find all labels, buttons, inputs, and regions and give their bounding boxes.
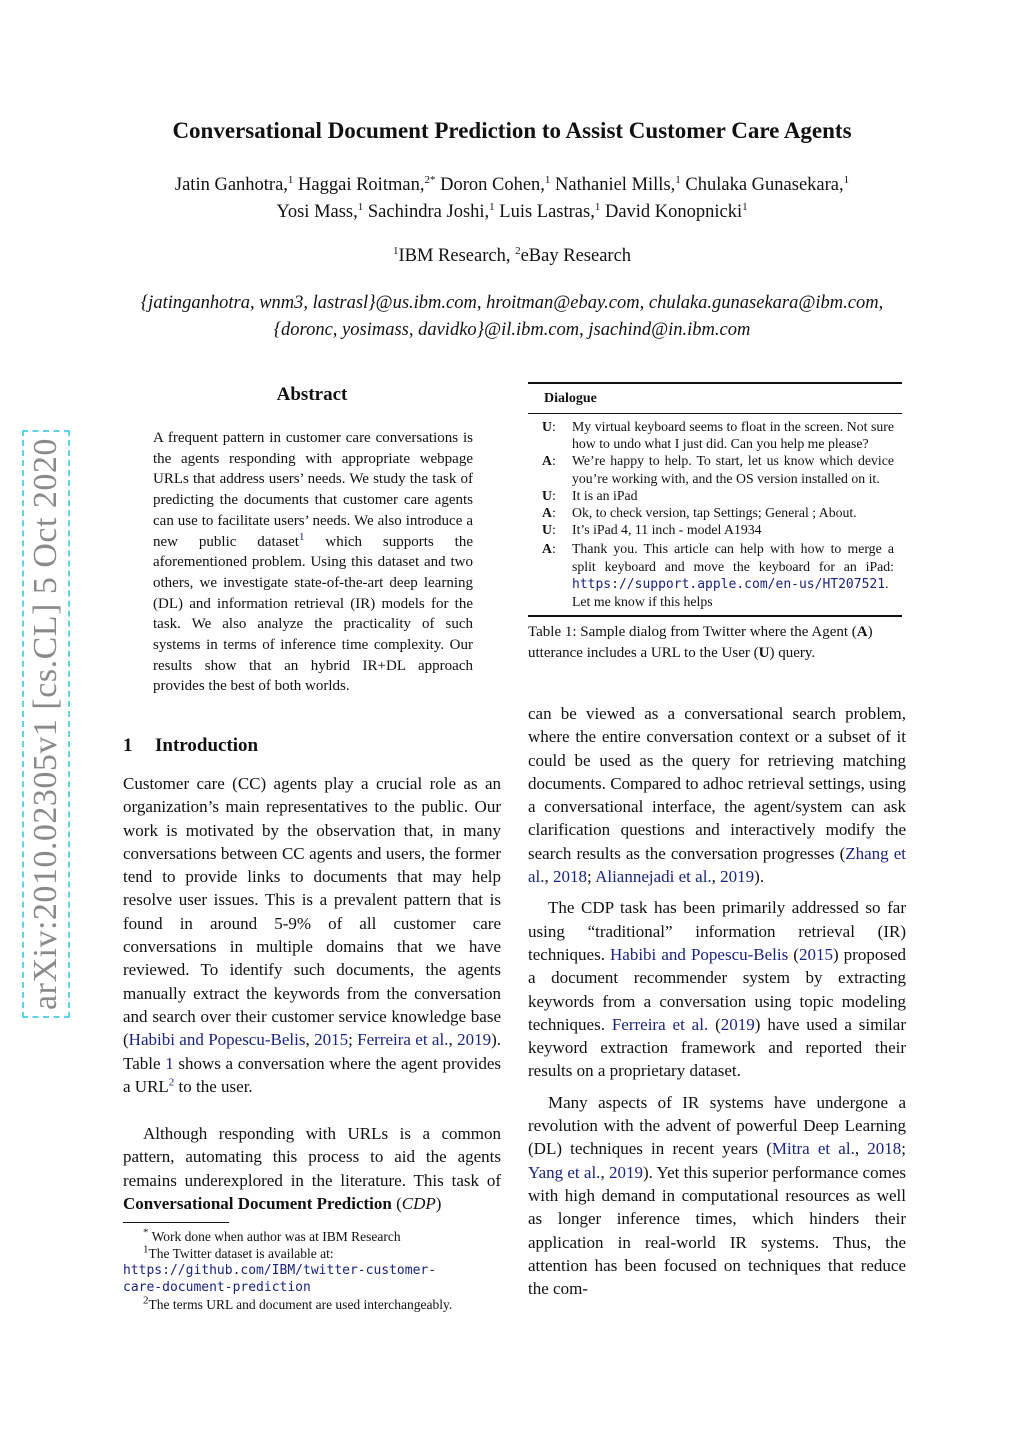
- citation-habibi-year[interactable]: 2015: [314, 1030, 349, 1050]
- body-text: Many aspects of IR systems have undergone a revolution with the advent of powerful Deep Learning (DL) techniques in recent years (: [528, 1092, 906, 1159]
- citation-habibi-year[interactable]: 2015: [798, 944, 833, 964]
- dataset-url-line-1[interactable]: https://github.com/IBM/twitter-customer-: [123, 1263, 437, 1278]
- turn-utterance: Ok, to check version, tap Settings; General ; About.: [572, 505, 857, 521]
- intro-paragraph-2: [123, 1122, 501, 1215]
- dialogue-turn: [542, 540, 894, 610]
- dialogue-table: [528, 382, 902, 663]
- author-name: Chulaka Gunasekara,: [680, 175, 844, 195]
- author-name: Doron Cohen,: [435, 175, 545, 195]
- right-column: [528, 702, 906, 1300]
- author-affil-mark: 1: [544, 173, 551, 186]
- table-ref-link[interactable]: 1: [165, 1053, 174, 1073]
- email-line-2: {doronc, yosimass, davidko}@il.ibm.com, jsachind@in.ibm.com: [273, 320, 751, 340]
- dialogue-last-turn: [528, 540, 902, 612]
- email-line-1: {jatinganhotra, wnm3, lastrasl}@us.ibm.com, hroitman@ebay.com, chulaka.gunasekara@ibm.com,: [140, 293, 884, 313]
- footnote-star: [123, 1228, 501, 1245]
- author-name: Luis Lastras,: [494, 202, 595, 222]
- intro-text: ): [435, 1193, 442, 1213]
- author-list: [0, 172, 1024, 226]
- table-bottom-rule: [528, 615, 902, 617]
- citation-ferreira-year[interactable]: 2019: [457, 1030, 492, 1050]
- author-affil-mark: 1: [594, 200, 601, 213]
- citation-sep: ,: [711, 867, 721, 887]
- speaker-label: A: [542, 505, 552, 521]
- arxiv-identifier: arXiv:2010.02305v1 [cs.CL] 5 Oct 2020: [27, 438, 64, 1010]
- footnote-1-text: The Twitter dataset is available at:: [148, 1246, 334, 1261]
- body-text: ) proposed a document recommender system by extracting keywords from a conversation using topic modeling techniques.: [528, 944, 906, 1034]
- citation-sep: ,: [854, 1139, 868, 1159]
- footnote-1: [123, 1245, 501, 1262]
- author-affil-mark: 1: [675, 173, 681, 186]
- paper-title: Conversational Document Prediction to Assist Customer Care Agents: [172, 118, 852, 143]
- affiliations: [0, 246, 1024, 267]
- intro-text: ). Table: [123, 1030, 501, 1073]
- citation-sep: ,: [600, 1162, 609, 1182]
- intro-paragraph-1: [123, 772, 501, 1098]
- footnote-2-mark: 2: [143, 1294, 149, 1307]
- author-name: Haggai Roitman,: [293, 175, 425, 195]
- citation-yang-year[interactable]: 2019: [608, 1162, 643, 1182]
- citation-habibi[interactable]: Habibi and Popescu-Belis: [610, 944, 789, 964]
- body-text: ).: [754, 867, 765, 887]
- dialogue-turn: [542, 521, 894, 538]
- speaker-label: A: [542, 541, 552, 557]
- citation-aliannejadi[interactable]: Aliannejadi et al.: [595, 867, 712, 887]
- dataset-url-line-2[interactable]: care-document-prediction: [123, 1280, 311, 1295]
- citation-aliannejadi-year[interactable]: 2019: [720, 867, 755, 887]
- turn-utterance: My virtual keyboard seems to float in the screen. Not sure how to undo what I just did. Can you help me please?: [572, 419, 894, 452]
- citation-yang[interactable]: Yang et al.: [528, 1162, 601, 1182]
- footnote-1-mark: 1: [143, 1243, 149, 1256]
- footnote-2: [123, 1296, 501, 1313]
- author-name: Sachindra Joshi,: [363, 202, 490, 222]
- right-paragraph-1: [528, 702, 906, 888]
- citation-sep: (: [708, 1014, 721, 1034]
- turn-speaker: U:: [542, 487, 556, 503]
- task-name: Conversational Document Prediction: [123, 1193, 392, 1213]
- turn-utterance: We’re happy to help. To start, let us know which device you’re working with, and the OS version installed on it.: [572, 453, 894, 486]
- citation-ferreira-year[interactable]: 2019: [720, 1014, 755, 1034]
- author-name: Yosi Mass,: [276, 202, 358, 222]
- citation-mitra[interactable]: Mitra et al.: [771, 1139, 855, 1159]
- dialogue-turn: [542, 418, 894, 452]
- footnotes: [123, 1228, 501, 1313]
- abstract-body: [153, 428, 473, 697]
- footnote-star-text: Work done when author was at IBM Research: [148, 1229, 401, 1244]
- author-line-1: [0, 172, 1024, 199]
- citation-sep: ,: [305, 1030, 315, 1050]
- footnote-ref-2[interactable]: 2: [168, 1076, 175, 1089]
- turn-utterance: It’s iPad 4, 11 inch - model A1934: [572, 522, 762, 538]
- citation-sep: ;: [901, 1139, 906, 1159]
- turn-speaker: A:: [542, 505, 556, 521]
- author-name: Jatin Ganhotra,: [174, 175, 288, 195]
- citation-sep: ,: [544, 867, 554, 887]
- dialogue-turn: [542, 504, 894, 521]
- caption-text: ) utterance includes a URL to the User (: [528, 624, 873, 661]
- author-name: David Konopnicki: [600, 202, 743, 222]
- caption-user: U: [758, 644, 770, 661]
- body-text: The CDP task has been primarily addressed so far using “traditional” information retrieval (IR) techniques.: [528, 898, 906, 964]
- turn-utterance: It is an iPad: [572, 487, 638, 503]
- author-affil-mark: 1: [742, 200, 748, 213]
- intro-text: (: [391, 1193, 402, 1213]
- dialogue-turns: [528, 414, 902, 540]
- right-paragraph-3: [528, 1091, 906, 1301]
- citation-habibi[interactable]: Habibi and Popescu-Belis: [128, 1030, 306, 1050]
- citation-sep: ;: [348, 1030, 358, 1050]
- body-text: ) have used a similar keyword extraction framework and reported their results on a proprietary dataset.: [528, 1014, 906, 1081]
- utterance-text: . Let me know if this helps: [572, 575, 889, 610]
- citation-zhang[interactable]: Zhang et al.: [528, 843, 906, 887]
- task-acronym: CDP: [401, 1193, 436, 1213]
- affil-ebay: eBay Research: [520, 246, 632, 266]
- intro-text: to the user.: [174, 1076, 253, 1096]
- body-text: can be viewed as a conversational search problem, where the entire conversation context or a subset of it could be used as the query for retrieving matching documents. Compared to adhoc retrieval settings, using a conversational interface, the agent/system can ask clarification questions and interactively modify the search results as the conversation progresses (: [528, 704, 906, 863]
- body-text: ). Yet this superior performance comes with high demand in computational resources as well as longer inference times, which hinders their application in real-world IR systems. Thus, the attention has been focused on techniques that reduce the com-: [528, 1162, 906, 1299]
- dialogue-turn: [542, 452, 894, 486]
- footnote-divider: [123, 1222, 229, 1223]
- turn-utterance: [572, 540, 894, 610]
- turn-speaker: U:: [542, 419, 556, 434]
- table-caption: [528, 622, 902, 663]
- abstract-text-2: which supports the aforementioned problem. Using this dataset and two others, we investigate state-of-the-art deep learning (DL) and information retrieval (IR) models for the task. We also analyze the practicality of such systems in terms of inference time complexity. Our results show that an hybrid IR+DL approach provides the best of both worlds.: [153, 533, 473, 695]
- caption-text: Table 1: Sample dialog from Twitter where the Agent (: [528, 624, 857, 641]
- speaker-label: U: [542, 522, 552, 538]
- intro-text: Although responding with URLs is a common pattern, automating this process to aid the agents remains underexplored in the literature. This task of: [123, 1124, 501, 1190]
- turn-speaker: A:: [542, 541, 556, 557]
- support-url-link[interactable]: https://support.apple.com/en-us/HT207521: [572, 576, 886, 592]
- citation-ferreira[interactable]: Ferreira et al.: [611, 1014, 709, 1034]
- author-affil-mark: 1: [287, 173, 294, 186]
- author-affil-mark: 1: [843, 173, 850, 186]
- author-line-2: [0, 199, 1024, 226]
- author-affil-mark: 2*: [424, 173, 436, 186]
- citation-ferreira[interactable]: Ferreira et al.: [357, 1030, 449, 1050]
- author-affil-mark: 1: [357, 200, 364, 213]
- intro-text: Customer care (CC) agents play a crucial role as an organization’s main representatives to the public. Our work is motivated by the observation that, in many conversations between CC agents and users, the former tend to provide links to documents that may help resolve user issues. This is a prevalent pattern that is found in around 5-9% of all customer care conversations in multiple domains that we have reviewed. To identify such documents, the agents manually extract the keywords from the conversation and search over their customer service knowledge base (: [123, 774, 501, 1050]
- section-title: Introduction: [155, 735, 259, 756]
- affil-mark-1: 1: [392, 244, 399, 257]
- footnote-ref-1[interactable]: 1: [298, 530, 305, 543]
- author-affil-mark: 1: [489, 200, 495, 213]
- speaker-label: A: [542, 453, 552, 469]
- turn-speaker: U:: [542, 522, 556, 538]
- intro-text: shows a conversation where the agent provides a URL: [123, 1053, 501, 1096]
- citation-sep: (: [788, 944, 799, 964]
- utterance-text: Thank you. This article can help with how to merge a split keyboard and move the keyboard for an iPad:: [572, 541, 894, 574]
- footnote-2-text: The terms URL and document are used interchangeably.: [148, 1297, 453, 1312]
- author-emails: [0, 290, 1024, 344]
- right-paragraph-2: [528, 896, 906, 1082]
- section-number: 1: [123, 735, 133, 756]
- abstract-text-1: A frequent pattern in customer care conversations is the agents responding with appropriate webpage URLs that address users’ needs. We study the task of predicting the documents that customer care agents can use to facilitate users’ needs. We also introduce a new public dataset: [153, 430, 473, 550]
- caption-agent: A: [856, 624, 868, 641]
- citation-sep: ,: [448, 1030, 458, 1050]
- table-header: Dialogue: [544, 391, 597, 406]
- affil-mark-2: 2: [515, 244, 521, 257]
- author-name: Nathaniel Mills,: [550, 175, 676, 195]
- turn-speaker: A:: [542, 453, 556, 469]
- dialogue-turn: [542, 487, 894, 504]
- citation-sep: ;: [587, 867, 596, 887]
- caption-text: ) query.: [769, 644, 816, 661]
- speaker-label: U: [542, 487, 552, 503]
- speaker-label: U: [542, 419, 552, 434]
- citation-zhang-year[interactable]: 2018: [553, 867, 588, 887]
- footnote-star-mark: *: [143, 1226, 149, 1239]
- citation-mitra-year[interactable]: 2018: [867, 1139, 902, 1159]
- abstract-heading: Abstract: [276, 384, 348, 405]
- affil-ibm: IBM Research,: [398, 246, 516, 266]
- section-heading-introduction: [123, 735, 258, 757]
